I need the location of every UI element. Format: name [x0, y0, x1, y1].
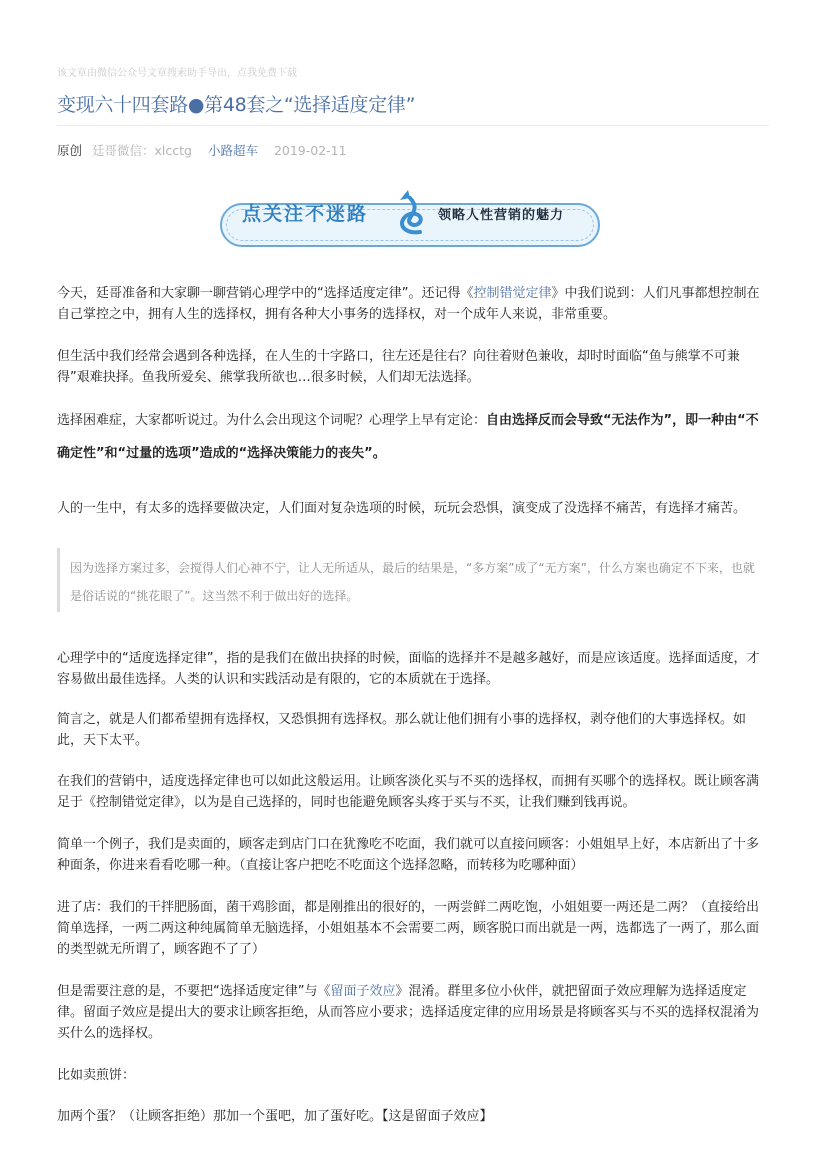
- quote-text: 因为选择方案过多，会搅得人们心神不宁，让人无所适从，最后的结果是，“多方案”成了“无方案”，什么方案也确定不下来，也就是俗话说的“挑花眼了”。这当然不利于做出好的选择。: [70, 561, 755, 603]
- paragraph-8: 简单一个例子，我们是卖面的，顾客走到店门口在犹豫吃不吃面，我们就可以直接问顾客：小姐姐早上好，本店新出了十多种面条，你进来看看吃哪一种。（直接让客户把吃不吃面这个选择忽略，而转移为吃哪种面）: [57, 837, 760, 873]
- article-title: 变现六十四套路●第48套之“选择适度定律”: [57, 94, 416, 116]
- paragraph-11: 比如卖煎饼：: [57, 1068, 136, 1083]
- paragraph-3: 选择困难症，大家都听说过。为什么会出现这个词呢？心理学上早有定论：自由选择反而会导致“无法作为”，即一种由“不确定性”和“过量的选项”造成的“选择决策能力的丧失”。: [57, 413, 759, 461]
- author-source: 廷哥微信：xlcctg: [92, 143, 192, 158]
- paragraph-7: 在我们的营销中，适度选择定律也可以如此这般运用。让顾客淡化买与不买的选择权，而拥有买哪个的选择权。既让顾客满足于《控制错觉定律》，以为是自己选择的，同时也能避免顾客头疼于买与不买，让我们赚到钱再说。: [57, 774, 760, 810]
- save-face-effect-link[interactable]: 留面子效应: [330, 984, 396, 999]
- blockquote: [57, 548, 769, 612]
- paragraph-10: 但是需要注意的是，不要把“选择适度定律”与《留面子效应》混淆。群里多位小伙伴，就把留面子效应理解为选择适度定律。留面子效应是提出大的要求让顾客拒绝，从而答应小要求；选择适度定律的应用场景是将顾客买与不买的选择权混淆为买什么的选择权。: [57, 984, 760, 1041]
- account-link[interactable]: 小路超车: [207, 143, 258, 158]
- paragraph-9: 进了店：我们的干拌肥肠面，菌干鸡胗面，都是刚推出的很好的，一两尝鲜二两吃饱，小姐姐要一两还是二两？（直接给出简单选择，一两二两这种纯属简单无脑选择，小姐姐基本不会需要二两，顾客脱口而出就是一两，选都选了一两了，那么面的类型就无所谓了，顾客跑不了了）: [57, 900, 760, 957]
- paragraph-6: 简言之，就是人们都希望拥有选择权，又恐惧拥有选择权。那么就让他们拥有小事的选择权，剥夺他们的大事选择权。如此，天下太平。: [57, 712, 747, 748]
- paragraph-4: 人的一生中，有太多的选择要做决定，人们面对复杂选项的时候，玩玩会恐惧，演变成了没选择不痛苦，有选择才痛苦。: [57, 501, 747, 516]
- title-divider: [57, 125, 769, 126]
- publish-date: 2019-02-11: [273, 143, 347, 158]
- banner-follow-text: 点关注不迷路: [242, 203, 369, 225]
- key-definition: 自由选择反而会导致“无法作为”，即一种由“不确定性”和“过量的选项”造成的“选择决策能力的丧失”。: [57, 413, 759, 461]
- export-notice-link[interactable]: 该文章由微信公众号文章搜索助手导出，点我免费下载: [57, 68, 297, 79]
- original-tag: 原创: [57, 143, 83, 158]
- paragraph-1: 今天，廷哥准备和大家聊一聊营销心理学中的“选择适度定律”。还记得《控制错觉定律》中我们说到：人们凡事都想控制在自己掌控之中，拥有人生的选择权，拥有各种大小事务的选择权，对一个成年人来说，非常重要。: [57, 286, 760, 322]
- swirl-arrow-icon: [380, 188, 440, 248]
- banner-slogan: 领略人性营销的魅力: [438, 208, 565, 223]
- article-meta: [57, 141, 347, 159]
- follow-banner: [220, 188, 604, 252]
- control-illusion-link[interactable]: 控制错觉定律: [473, 286, 552, 301]
- paragraph-2: 但生活中我们经常会遇到各种选择，在人生的十字路口，往左还是往右？向往着财色兼收，却时时面临“鱼与熊掌不可兼得”艰难抉择。鱼我所爱矣、熊掌我所欲也…很多时候，人们却无法选择。: [57, 349, 740, 385]
- paragraph-5: 心理学中的“适度选择定律”，指的是我们在做出抉择的时候，面临的选择并不是越多越好，而是应该适度。选择面适度，才容易做出最佳选择。人类的认识和实践活动是有限的，它的本质就在于选择。: [57, 651, 760, 687]
- paragraph-12: 加两个蛋？（让顾客拒绝）那加一个蛋吧，加了蛋好吃。【这是留面子效应】: [57, 1109, 493, 1124]
